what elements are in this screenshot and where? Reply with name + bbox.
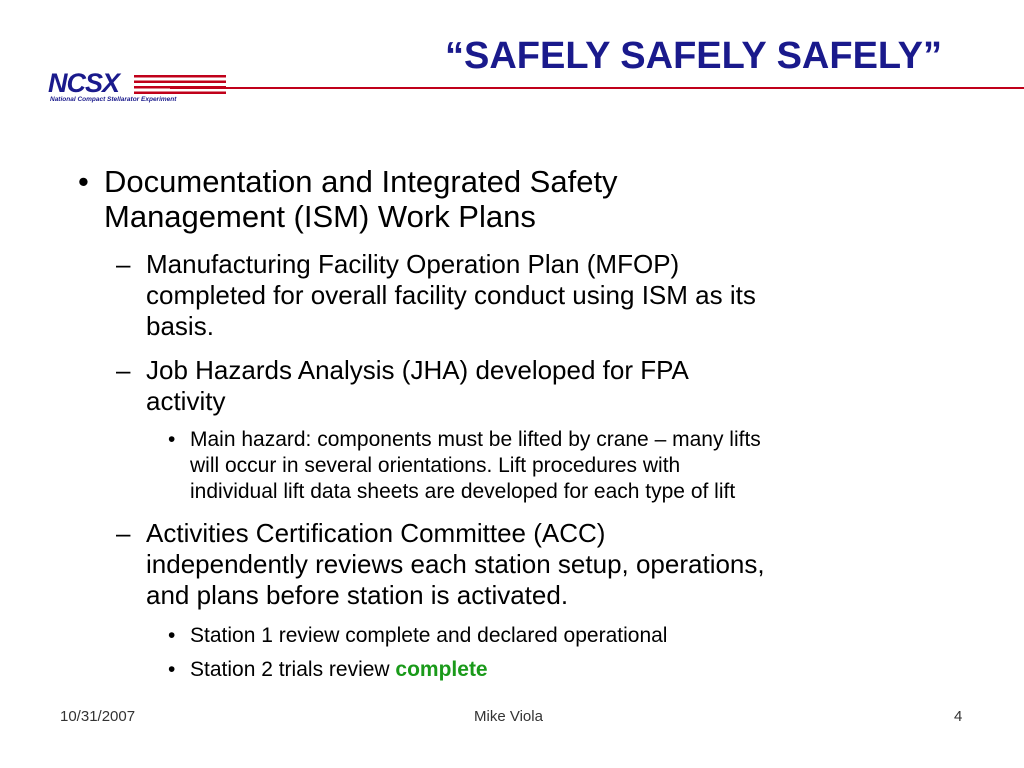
bullet-documentation (104, 164, 618, 234)
subsubbullet-station-2 (190, 657, 488, 683)
subsubbullet-line: Main hazard: components must be lifted by crane – many lifts (190, 428, 761, 451)
subsubbullet-main-hazard (190, 427, 761, 505)
logo-subtitle: National Compact Stellarator Experiment (50, 96, 177, 103)
status-complete: complete (395, 658, 488, 681)
dash-marker: – (116, 249, 131, 279)
subbullet-line: and plans before station is activated. (146, 580, 569, 610)
subbullet-jha (146, 355, 689, 417)
bullet-marker: • (168, 428, 176, 451)
slide-title: “SAFELY SAFELY SAFELY” (445, 35, 942, 77)
bullet-marker: • (168, 624, 176, 647)
subbullet-line: activity (146, 386, 226, 416)
bullet-marker: • (168, 658, 176, 681)
bullet-line: Management (ISM) Work Plans (104, 199, 536, 234)
subbullet-line: basis. (146, 311, 214, 341)
footer-author: Mike Viola (474, 708, 543, 725)
logo-text: NCSX (48, 68, 120, 98)
dash-marker: – (116, 355, 131, 385)
subbullet-line: completed for overall facility conduct using ISM as its (146, 280, 756, 310)
bullet-marker: • (78, 164, 89, 199)
bullet-line: Documentation and Integrated Safety (104, 164, 618, 199)
subbullet-line: Manufacturing Facility Operation Plan (MFOP) (146, 249, 680, 279)
footer-date: 10/31/2007 (60, 708, 136, 725)
subsubbullet-line: will occur in several orientations. Lift procedures with (190, 454, 681, 477)
subsubbullet-line: individual lift data sheets are developed for each type of lift (190, 480, 736, 503)
subbullet-line: independently reviews each station setup, operations, (146, 549, 765, 579)
subbullet-line: Activities Certification Committee (ACC) (146, 518, 606, 548)
station-2-text: Station 2 trials review (190, 658, 396, 681)
subsubbullet-station-1: Station 1 review complete and declared operational (190, 624, 668, 647)
subbullet-mfop (146, 249, 756, 342)
footer-page-number: 4 (954, 708, 963, 725)
dash-marker: – (116, 518, 131, 548)
subbullet-acc (146, 518, 765, 611)
subbullet-line: Job Hazards Analysis (JHA) developed for FPA (146, 355, 689, 385)
